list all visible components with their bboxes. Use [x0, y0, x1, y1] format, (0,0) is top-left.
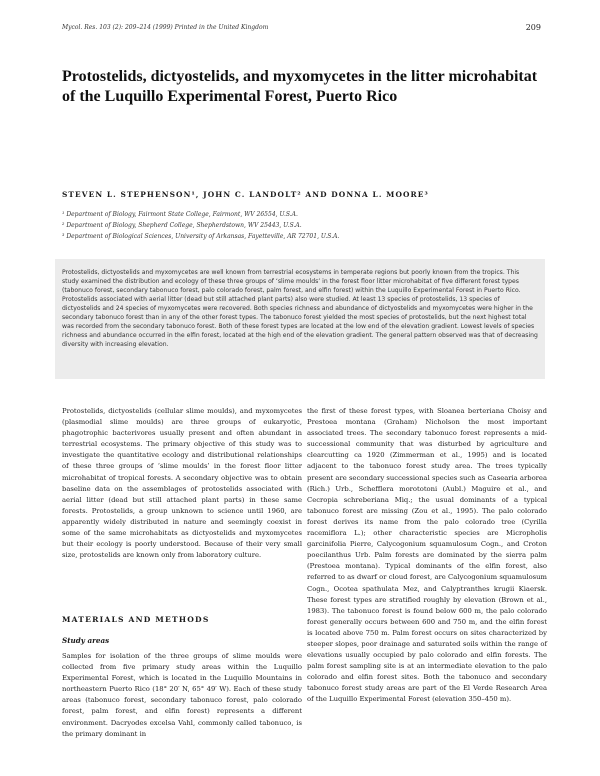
methods-column [62, 651, 302, 740]
affiliation-1: ¹ Department of Biology, Fairmont State College, Fairmont, WV 26554, U.S.A. [62, 211, 298, 218]
author-list: STEVEN L. STEPHENSON¹, JOHN C. LANDOLT² AND DONNA L. MOORE³ [62, 190, 429, 199]
right-column [307, 406, 547, 706]
abstract: Protostelids, dictyostelids and myxomycetes are well known from terrestrial ecosystems in temperate regions but poorly known from the tropics. This study examined the distribution and ecology of these three groups of ‘slime moulds’ in the forest floor litter microhabitat of five different forest types (tabonuco forest, secondary tabonuco forest, palo colorado forest, palm forest, and elfin forest) within the Luquillo Experimental Forest in Puerto Rico. Protostelids associated with aerial litter (dead but still attached plant parts) also were studied. At least 13 species of protostelids, 13 species of dictyostelids and 24 species of myxomycetes were recovered. Both species richness and abundance of dictyostelids and myxomycetes were higher in the secondary tabonuco forest than in any of the other forest types. The tabonuco forest yielded the most species of protostelids, but the next highest total was recorded from the secondary tabonuco forest. Both of these forest types are located at the low end of the elevation gradient. Lowest levels of species richness and abundance occurred in the elfin forest, located at the high end of the elevation gradient. The general pattern observed was that of decreasing diversity with increasing elevation. [62, 269, 538, 348]
right-column-paragraph: the first of these forest types, with Sloanea berteriana Choisy and Prestoea montana (Graham) Nicholson the most important associated trees. The secondary tabonuco forest represents a mid-successional community that was disturbed by agriculture and clearcutting ca 1920 (Zimmerman et al., 1995) and is located adjacent to the tabonuco forest study area. The trees typically present are secondary successional species such as Casearia arborea (Rich.) Urb., Schefflera morototoni (Aubl.) Maguire et al., and Cecropia schreberiana Miq.; the usual dominants of a typical tabonuco forest are missing (Zou et al., 1995). The palo colorado forest derives its name from the palo colorado tree (Cyrilla racemiflora L.); other characteristic species are Micropholis garcinifolia Pierre, Calycogonium squamulosum Cogn., and Croton poecilanthus Urb. Palm forests are dominated by the sierra palm (Prestoea montana). Typical dominants of the elfin forest, also referred to as dwarf or cloud forest, are Calycogonium squamulosum Cogn., Ocotea spathulata Mez, and Calyptranthes krugii Kiaersk. These forest types are stratified roughly by elevation (Brown et al., 1983). The tabonuco forest is found below 600 m, the palo colorado forest generally occurs between 600 and 750 m, and the elfin forest is located above 750 m. Palm forest occurs on sites characterized by steeper slopes, poor drainage and saturated soils within the range of elevations usually occupied by palo colorado and elfin forests. The palm forest sampling site is at an intermediate elevation to the palo colorado and elfin forest sites. Both the tabonuco and secondary tabonuco forest study areas are part of the El Verde Research Area of the Luquillo Experimental Forest (elevation 350–450 m). [307, 407, 547, 704]
methods-paragraph: Samples for isolation of the three groups of slime moulds were collected from five primary study areas within the Luquillo Experimental Forest, which is located in the Luquillo Mountains in northeastern Puerto Rico (18° 20′ N, 65° 49′ W). Each of these study areas (tabonuco forest, secondary tabonuco forest, palo colorado forest, palm forest, and elfin forest) represents a different environment. Dacryodes excelsa Vahl, commonly called tabonuco, is the primary dominant in [62, 652, 302, 738]
introduction-column [62, 406, 302, 561]
introduction-paragraph: Protostelids, dictyostelids (cellular slime moulds), and myxomycetes (plasmodial slime moulds) are three groups of eukaryotic, phagotrophic bacterivores usually present and often abundant in terrestrial ecosystems. The primary objective of this study was to investigate the quantitative ecology and distributional relationships of these three groups of ‘slime moulds’ in the forest floor litter microhabitat of tropical forests. A secondary objective was to obtain baseline data on the assemblages of protostelids associated with aerial litter (dead but still attached plant parts) in these same forests. Protostelids, a group unknown to science until 1960, are apparently widely distributed in nature and seemingly coexist in some of the same microhabitats as dictyostelids and myxomycetes but their ecology is poorly understood. Because of their very small size, protostelids are known only from laboratory culture. [62, 407, 302, 560]
subsection-heading: Study areas [62, 636, 110, 645]
affiliations [62, 209, 542, 242]
affiliation-2: ² Department of Biology, Shepherd College, Shepherdstown, WV 25443, U.S.A. [62, 222, 302, 229]
article-title: Protostelids, dictyostelids, and myxomycetes in the litter microhabitat of the Luquillo Experimental Forest, Puerto Rico [62, 68, 538, 105]
affiliation-3: ³ Department of Biological Sciences, University of Arkansas, Fayetteville, AR 72701, U.S.A. [62, 233, 340, 240]
page-number: 209 [525, 23, 541, 32]
section-heading: MATERIALS AND METHODS [62, 615, 210, 624]
running-head: Mycol. Res. 103 (2): 209–214 (1999) Printed in the United Kingdom [62, 24, 269, 31]
